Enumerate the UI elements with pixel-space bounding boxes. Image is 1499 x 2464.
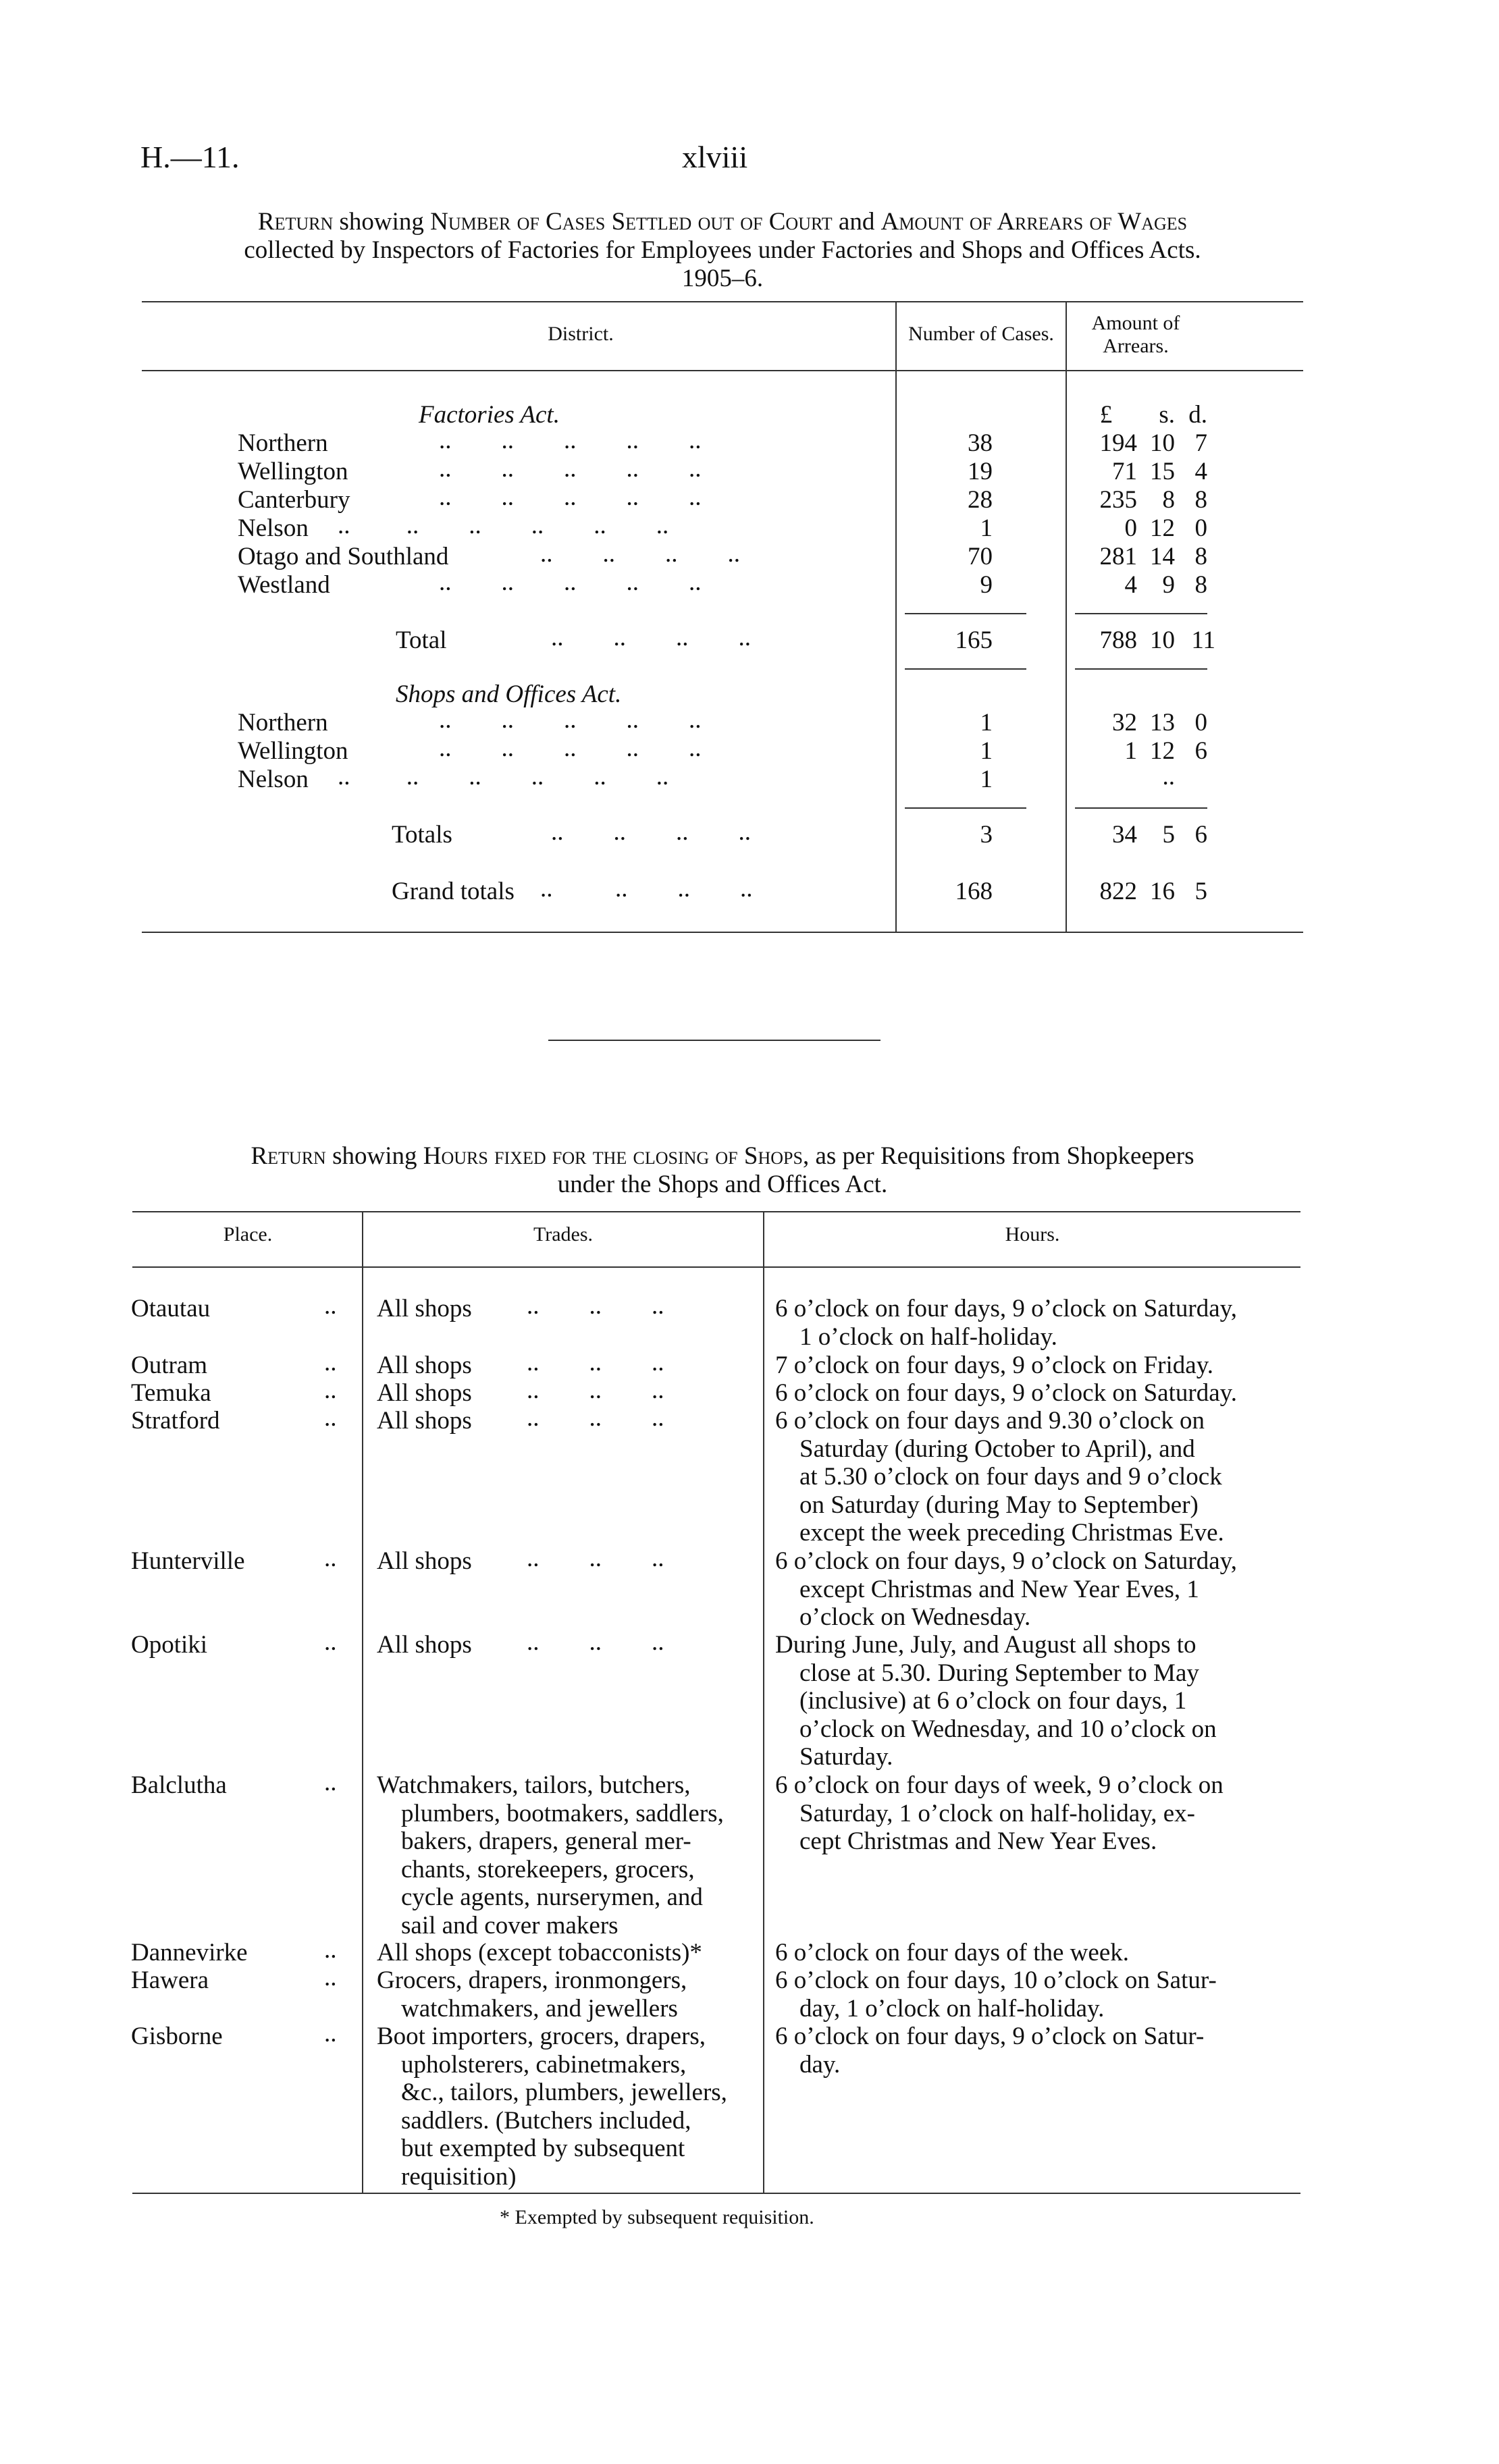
subtotal-rule (1075, 668, 1207, 670)
table2-title (142, 1142, 1303, 1199)
trades-cell: Grocers, drapers, ironmongers, watchmakers, and jewellers (377, 1966, 687, 2023)
table2-title-line1: Return showing Hours fixed for the closing of Shops, as per Requisitions from Shopkeepers (251, 1142, 1194, 1170)
column-header-arrears: Amount of Arrears. (1091, 312, 1180, 357)
currency-pound: £ (1099, 401, 1113, 429)
hours-cell: 6 o’clock on four days and 9.30 o’clock on Saturday (during October to April), and at 5.30 o’clock on four days and 9 o’clock on Saturday (during May to September) except the week preceding Christmas Eve. (775, 1407, 1224, 1547)
currency-pence: d. (1188, 401, 1207, 429)
section-separator (548, 1040, 880, 1041)
hours-cell: 6 o’clock on four days, 9 o’clock on Satur- day. (775, 2023, 1205, 2079)
trades-cell: All shops (377, 1407, 472, 1435)
table2-top-rule (132, 1211, 1300, 1212)
subtotal-rule (905, 668, 1026, 670)
table2-col-divider-1 (362, 1212, 363, 2193)
place-cell: Dannevirke (131, 1939, 248, 1966)
trades-cell: All shops (377, 1631, 472, 1659)
table1-year: 1905–6. (681, 265, 764, 292)
place-cell: Opotiki (131, 1631, 208, 1659)
trades-cell: Watchmakers, tailors, butchers, plumbers, bootmakers, saddlers, bakers, drapers, general mer- chants, storekeepers, grocers, cycle agents, nurserymen, and sail and cover makers (377, 1771, 724, 1939)
column-header-trades: Trades. (533, 1223, 594, 1246)
place-cell: Hunterville (131, 1547, 245, 1575)
table1-bottom-rule (142, 932, 1303, 933)
currency-shilling: s. (1159, 401, 1175, 429)
subtotal-rule (905, 613, 1026, 614)
page-number: xlviii (682, 140, 748, 174)
hours-cell: During June, July, and August all shops to close at 5.30. During September to May (inclusive) at 6 o’clock on four days, 1 o’clock on Wednesday, and 10 o’clock on Saturday. (775, 1631, 1217, 1771)
place-cell: Otautau (131, 1295, 211, 1322)
place-cell: Outram (131, 1351, 208, 1379)
hours-cell: 6 o’clock on four days, 9 o’clock on Saturday, except Christmas and New Year Eves, 1 o’clock on Wednesday. (775, 1547, 1237, 1631)
section-heading-shops-act: Shops and Offices Act. (396, 680, 622, 708)
column-header-district: District. (548, 323, 614, 345)
section-heading-factories-act: Factories Act. (419, 401, 560, 429)
table1-top-rule (142, 301, 1303, 302)
column-header-cases: Number of Cases. (908, 323, 1054, 345)
hours-cell: 6 o’clock on four days of the week. (775, 1939, 1129, 1966)
subtotal-rule (905, 807, 1026, 809)
table2-header-rule (132, 1266, 1300, 1268)
trades-cell: Boot importers, grocers, drapers, upholsterers, cabinetmakers, &c., tailors, plumbers, jewellers, saddlers. (Butchers included, but exempted by subsequent requisition) (377, 2023, 727, 2191)
table1-title (142, 208, 1303, 293)
hours-cell: 6 o’clock on four days of week, 9 o’clock on Saturday, 1 o’clock on half-holiday, ex- cept Christmas and New Year Eves. (775, 1771, 1224, 1855)
trades-cell: All shops (except tobacconists)* (377, 1939, 702, 1966)
table1-header-rule (142, 370, 1303, 371)
place-cell: Gisborne (131, 2023, 223, 2050)
place-cell: Hawera (131, 1966, 209, 1994)
place-cell: Temuka (131, 1379, 211, 1407)
column-header-hours: Hours. (1005, 1223, 1060, 1246)
table1-col-divider-1 (895, 302, 897, 932)
column-header-place: Place. (223, 1223, 273, 1246)
hours-cell: 6 o’clock on four days, 9 o’clock on Saturday, 1 o’clock on half-holiday. (775, 1295, 1237, 1351)
table2-title-line2: under the Shops and Offices Act. (557, 1171, 888, 1198)
trades-cell: All shops (377, 1379, 472, 1407)
trades-cell: All shops (377, 1295, 472, 1322)
place-cell: Stratford (131, 1407, 220, 1435)
subtotal-rule (1075, 807, 1207, 809)
table1-title-line1: Return showing Number of Cases Settled out of Court and Amount of Arrears of Wages (257, 208, 1188, 236)
place-cell: Balclutha (131, 1771, 227, 1799)
table2-col-divider-2 (763, 1212, 764, 2193)
hours-cell: 6 o’clock on four days, 10 o’clock on Satur- day, 1 o’clock on half-holiday. (775, 1966, 1217, 2023)
footnote: * Exempted by subsequent requisition. (500, 2206, 814, 2228)
trades-cell: All shops (377, 1351, 472, 1379)
hours-cell: 6 o’clock on four days, 9 o’clock on Saturday. (775, 1379, 1237, 1407)
subtotal-rule (1075, 613, 1207, 614)
table2-bottom-rule (132, 2193, 1300, 2194)
trades-cell: All shops (377, 1547, 472, 1575)
table1-title-line2: collected by Inspectors of Factories for Employees under Factories and Shops and Offices Acts. (244, 236, 1201, 264)
page-reference: H.—11. (140, 140, 240, 174)
hours-cell: 7 o’clock on four days, 9 o’clock on Friday. (775, 1351, 1214, 1379)
